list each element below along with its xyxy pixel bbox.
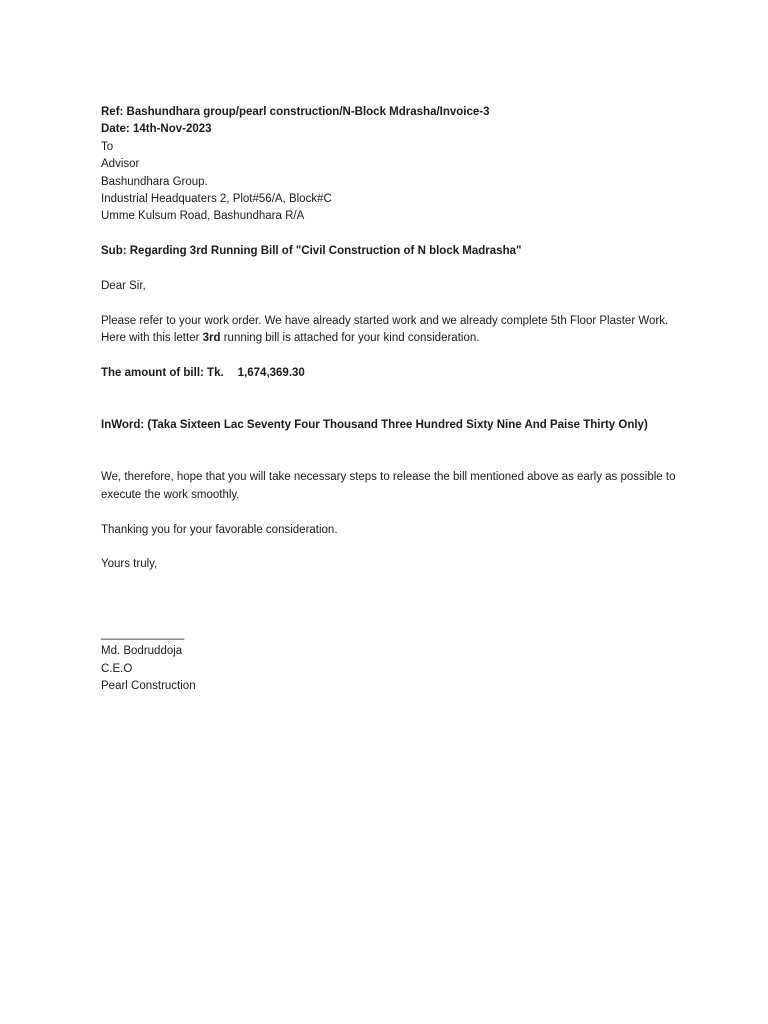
recipient-address-line1: Industrial Headquaters 2, Plot#56/A, Block#C — [101, 193, 332, 206]
signatory-position: C.E.O — [101, 662, 133, 675]
recipient-title: Advisor — [101, 158, 140, 171]
request-paragraph: We, therefore, hope that you will take necessary steps to release the bill mentioned above as early as possible to execute the work smoothly. — [101, 471, 676, 501]
body-paragraph-2-start: Here with this letter — [101, 332, 203, 345]
subject-line: Sub: Regarding 3rd Running Bill of "Civil Construction of N block Madrasha" — [101, 245, 522, 258]
signatory-company: Pearl Construction — [101, 680, 196, 693]
amount-line — [101, 365, 681, 382]
thanks-line: Thanking you for your favorable consideration. — [101, 523, 338, 536]
signature-line: _____________ — [101, 627, 185, 640]
amount-value: 1,674,369.30 — [237, 367, 305, 380]
amount-in-words: InWord: (Taka Sixteen Lac Seventy Four Thousand Three Hundred Sixty Nine And Paise Thirty Only) — [101, 419, 648, 432]
bill-number: 3rd — [202, 332, 221, 345]
body-paragraph-2 — [101, 330, 681, 347]
signature-block — [101, 626, 681, 696]
recipient-org: Bashundhara Group. — [101, 175, 208, 188]
salutation: Dear Sir, — [101, 280, 146, 293]
recipient-address-line2: Umme Kulsum Road, Bashundhara R/A — [101, 210, 305, 223]
body-paragraph-2-end: running bill is attached for your kind consideration. — [220, 332, 480, 345]
recipient-block — [101, 139, 681, 226]
date-line: Date: 14th-Nov-2023 — [101, 123, 212, 136]
recipient-to: To — [101, 140, 114, 153]
amount-label: The amount of bill: Tk. — [101, 367, 224, 380]
body-paragraph-1: Please refer to your work order. We have already started work and we already complete 5th Floor Plaster Work. — [101, 314, 669, 327]
reference-line: Ref: Bashundhara group/pearl construction/N-Block Mdrasha/Invoice-3 — [101, 106, 490, 118]
letter — [101, 104, 681, 695]
signoff-line: Yours truly, — [101, 558, 158, 571]
signatory-name: Md. Bodruddoja — [101, 645, 183, 658]
